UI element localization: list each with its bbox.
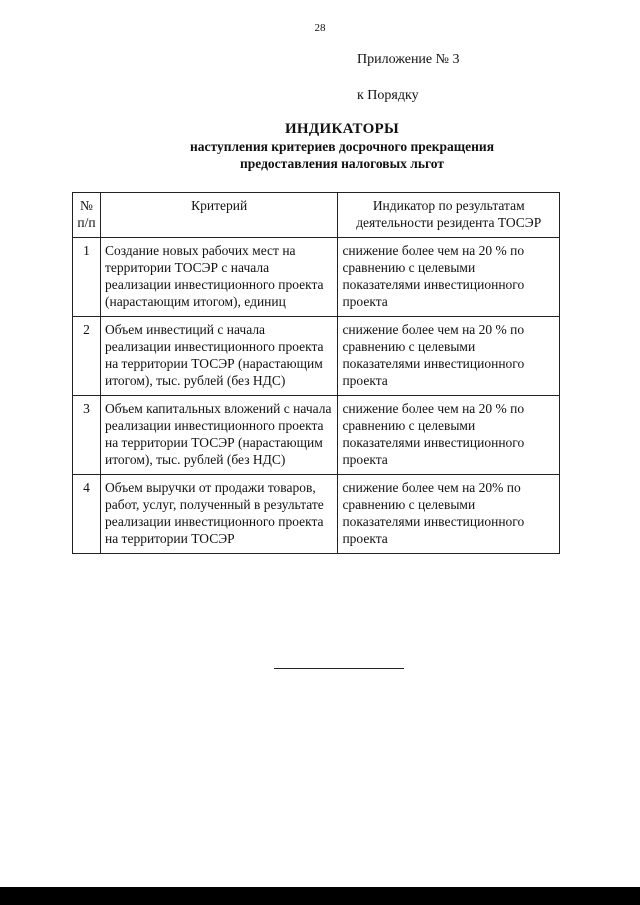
row-indicator: снижение более чем на 20 % по сравнению с целевыми показателями инвестиционного проекта xyxy=(338,396,560,475)
table-row xyxy=(73,238,560,317)
closing-divider-line xyxy=(274,668,404,669)
document-title xyxy=(0,120,640,172)
header-indicator: Индикатор по результатам деятельности резидента ТОСЭР xyxy=(338,193,560,238)
header-num: № п/п xyxy=(73,193,101,238)
row-num: 2 xyxy=(73,317,101,396)
header-criterion: Критерий xyxy=(100,193,337,238)
table-row xyxy=(73,475,560,554)
appendix-reference: к Порядку xyxy=(357,88,419,103)
row-criterion: Объем выручки от продажи товаров, работ, услуг, полученный в результате реализации инвестиционного проекта на территории ТОСЭР xyxy=(100,475,337,554)
table-row xyxy=(73,396,560,475)
title-subtitle-line1: наступления критериев досрочного прекращения xyxy=(189,139,495,154)
scan-bottom-edge xyxy=(0,887,640,905)
row-num: 1 xyxy=(73,238,101,317)
appendix-label: Приложение № 3 xyxy=(357,52,460,67)
row-indicator: снижение более чем на 20 % по сравнению с целевыми показателями инвестиционного проекта xyxy=(338,317,560,396)
title-subtitle-line2: предоставления налоговых льгот xyxy=(240,156,444,171)
row-criterion: Создание новых рабочих мест на территории ТОСЭР с начала реализации инвестиционного проекта (нарастающим итогом), единиц xyxy=(100,238,337,317)
table-row xyxy=(73,317,560,396)
row-criterion: Объем инвестиций с начала реализации инвестиционного проекта на территории ТОСЭР (нарастающим итогом), тыс. рублей (без НДС) xyxy=(100,317,337,396)
criteria-table xyxy=(72,192,560,554)
row-num: 4 xyxy=(73,475,101,554)
row-indicator: снижение более чем на 20 % по сравнению с целевыми показателями инвестиционного проекта xyxy=(338,238,560,317)
table-header-row xyxy=(73,193,560,238)
title-main: ИНДИКАТОРЫ xyxy=(284,121,400,137)
row-num: 3 xyxy=(73,396,101,475)
page-number: 28 xyxy=(314,22,326,34)
row-indicator: снижение более чем на 20% по сравнению с целевыми показателями инвестиционного проекта xyxy=(338,475,560,554)
row-criterion: Объем капитальных вложений с начала реализации инвестиционного проекта на территории ТОСЭР (нарастающим итогом), тыс. рублей (без НДС) xyxy=(100,396,337,475)
